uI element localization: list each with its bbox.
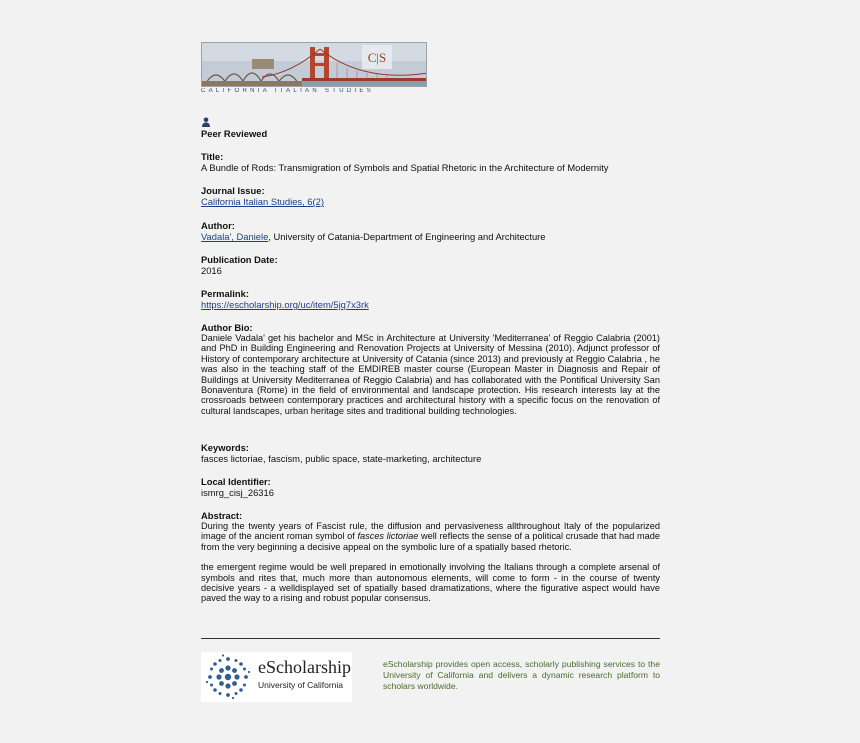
author-section [201, 220, 660, 242]
publication-date-value: 2016 [201, 265, 222, 276]
permalink-link[interactable]: https://escholarship.org/uc/item/5jq7x3rk [201, 299, 369, 310]
permalink-section [201, 288, 660, 310]
abstract-label: Abstract: [201, 510, 243, 521]
journal-banner [201, 42, 427, 96]
journal-issue-link[interactable]: California Italian Studies, 6(2) [201, 196, 324, 207]
peer-reviewed-label: Peer Reviewed [201, 128, 268, 139]
permalink-label: Permalink: [201, 288, 249, 299]
escholarship-dots-icon [203, 652, 253, 702]
author-bio-text: Daniele Vadala' get his bachelor and MSc in Architecture at University 'Mediterranea' of Reggio Calabria (2001) and PhD in Building Engineering and Renovation Projects at University of Messina (2010). Adjunct professor of History of contemporary architecture at University of Catania (since 2013) and previously at Reggio Calabria , he was also in the teaching staff of the EMDIREB master course (European Master in Diagnosis and Repair of Buildings at University Mediterranea of Reggio Calabria) and has collaborated with the Pontifical University San Bonaventura (Rome) in the field of environmental and landscape protection. His research interests lay at the crossroads between contemporary practices and architectural history with a specific focus on the renovation of cultural landscapes, urban heritage sites and traditional building technologies. [201, 333, 660, 416]
local-identifier-value: ismrg_cisj_26316 [201, 487, 274, 498]
author-link[interactable]: Vadala', Daniele [201, 231, 269, 242]
keywords-value: fasces lictoriae, fascism, public space, state-marketing, architecture [201, 453, 482, 464]
cs-logo-text: C|S [367, 50, 387, 65]
author-label: Author: [201, 220, 235, 231]
abstract-paragraph-1 [201, 521, 660, 552]
local-identifier-section [201, 476, 660, 498]
abstract-p1-italic: fasces lictoriae [357, 531, 419, 542]
escholarship-logo-title: eScholarship [258, 657, 351, 677]
abstract-p1-text-end: well reflects the sense of a political crusade that had made from the very beginning a decisive appeal on the symbolic lure of a spatially based rhetoric. [201, 531, 660, 552]
title-label: Title: [201, 151, 224, 162]
abstract-section [201, 510, 660, 604]
escholarship-logo[interactable] [201, 652, 352, 702]
author-bio-section [201, 322, 660, 416]
escholarship-description: eScholarship provides open access, scholarly publishing services to the University of California and delivers a dynamic research platform to scholars worldwide. [383, 659, 660, 692]
abstract-paragraph-2: the emergent regime would be well prepared in emotionally involving the Italians through a complete arsenal of symbols and rites that, much more than autonomous elements, will come to form - in the course of twenty decisive years - a welldisplayed set of spatially based dramatizations, where the figurative aspect would have paved the way to a rising and robust popular consensus. [201, 562, 660, 604]
abstract-p1-text: During the twenty years of Fascist rule, the diffusion and pervasiveness allthroughout Italy of the popularized image of the ancient roman symbol of [201, 521, 660, 542]
journal-issue-section [201, 185, 660, 207]
publication-date-section [201, 254, 660, 276]
title-value: A Bundle of Rods: Transmigration of Symbols and Spatial Rhetoric in the Architecture of Modernity [201, 162, 609, 173]
keywords-label: Keywords: [201, 442, 249, 453]
escholarship-logo-subtitle: University of California [258, 680, 344, 690]
banner-image [201, 42, 427, 87]
keywords-section [201, 442, 660, 464]
author-affiliation: , University of Catania-Department of Engineering and Architecture [268, 231, 546, 242]
bridge-illustration [202, 43, 427, 87]
person-icon [201, 117, 211, 127]
journal-issue-label: Journal Issue: [201, 185, 265, 196]
local-identifier-label: Local Identifier: [201, 476, 271, 487]
publication-date-label: Publication Date: [201, 254, 278, 265]
footer-divider [201, 638, 660, 639]
banner-caption: CALIFORNIA ITALIAN STUDIES [201, 88, 375, 94]
title-section [201, 151, 660, 173]
author-bio-label: Author Bio: [201, 322, 253, 333]
